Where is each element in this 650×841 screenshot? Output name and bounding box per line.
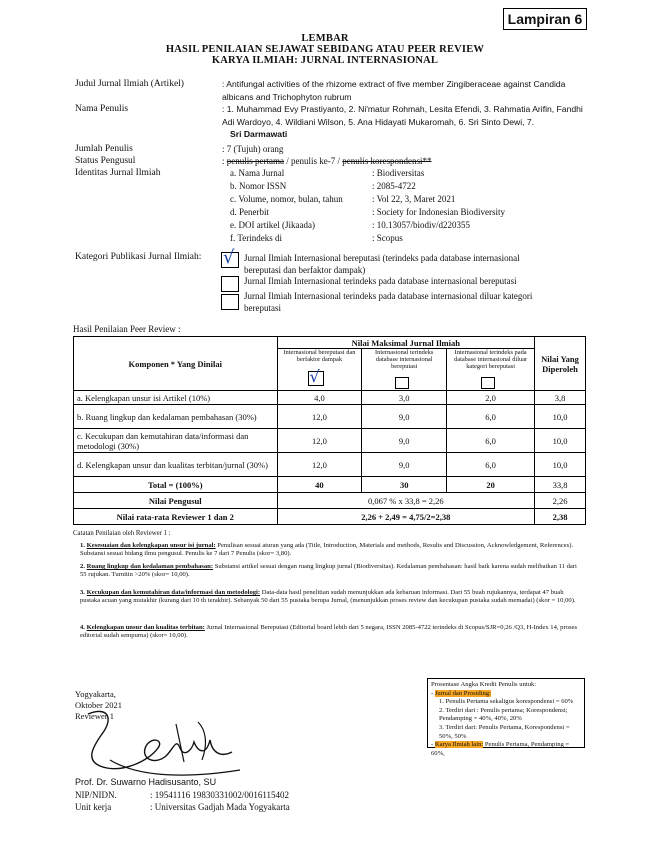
table-row — [74, 391, 586, 405]
note-3-text: Data-data hasil penelitian sudah menunjukkan ada kebaruan informasi. Dari 55 buah rujukannya, terdapat 47 buah pustaka acuan yang mutakhir (kurang dari 10 th terakhir). Sebanyak 50 dari 55 pustaka berupa Jurnal, (menunjukkan proses review dan kecukupan pustaka sudah memadai) (skor = 10,00). — [80, 589, 576, 605]
doc-title-hasil: HASIL PENILAIAN SEJAWAT SEBIDANG ATAU PEER REVIEW — [165, 44, 485, 55]
note-3-heading: Kecukupan dan kemutahiran data/informasi dan metodologi: — [86, 589, 261, 596]
identitas-item-c-value: : Vol 22, 3, Maret 2021 — [372, 194, 456, 204]
signature-image — [80, 700, 250, 780]
note-item-1 — [80, 542, 585, 559]
kategori-option-3: Jurnal Ilmiah Internasional terindeks pada database internasional diluar kategori bereputasi — [244, 291, 533, 313]
status-struck-korespondensi: penulis korespondensi** — [342, 156, 432, 166]
identitas-label: Identitas Jurnal Ilmiah — [75, 168, 161, 178]
status-struck-first: penulis pertama — [226, 156, 284, 166]
row-b-c1: 12,0 — [277, 405, 362, 429]
judul-label: Judul Jurnal Ilmiah (Artikel) — [75, 79, 184, 89]
total-c2: 30 — [362, 477, 447, 493]
jumlah-value: : 7 (Tujuh) orang — [222, 144, 284, 154]
header-col-3-text: Internasional terindeks pada database internasional diluar kategori bereputasi — [454, 349, 528, 371]
kredit-line-2: 2. Terdiri dari : Penulis pertama; Korespondensi; Pendamping = 40%, 40%, 20% — [439, 706, 568, 723]
note-1-number: 1. — [80, 542, 85, 549]
note-2-number: 2. — [80, 563, 85, 570]
doc-title-lembar: LEMBAR — [301, 33, 349, 44]
total-nilai: 33,8 — [535, 477, 586, 493]
kategori-label: Kategori Publikasi Jurnal Ilmiah: — [75, 252, 202, 262]
row-a-c3: 2,0 — [447, 391, 535, 405]
kategori-option-1: Jurnal Ilmiah Internasional bereputasi (terindeks pada database internasional bereputasi dan berfaktor dampak) — [244, 253, 520, 275]
identitas-item-e-value: : 10.13057/biodiv/d220355 — [372, 220, 471, 230]
penulis-value: : 1. Muhammad Evy Prastiyanto, 2. Ni'matur Rohmah, Lesita Efendi, 3. Rahmatia Arifin, Fandhi Adi Wardoyo, 4. Wildiani Wilson, 5. Ana Hidayati Mukaromah, 6. Sri Sinto Dewi, 7. — [222, 104, 583, 127]
note-3-number: 3. — [80, 589, 85, 596]
row-a-c2: 3,0 — [362, 391, 447, 405]
kredit-box: Prosentase Angka Kredit Penulis untuk: - Jurnal dan Prosiding: 1. Penulis Pertama sekaligus korespondensi = 60% 2. Terdiri dari : Penulis pertama; Korespondensi; Pendamping = 40%, 40%, 20% 3. Terdiri dari: Penulis Pertama, Korespondensi = 50%, 50% - Karya Ilmiah lain: Penulis Pertama, Pendamping = 60%, — [427, 678, 585, 748]
row-a-c1: 4,0 — [277, 391, 362, 405]
rata-calc: 2,26 + 2,49 = 4,75/2=2,38 — [277, 509, 535, 525]
identitas-item-d-key: d. Penerbit — [230, 207, 269, 217]
kredit-title: Prosentase Angka Kredit Penulis untuk: — [431, 681, 537, 688]
identitas-item-b-key: b. Nomor ISSN — [230, 181, 287, 191]
note-4-text: Jurnal Internasional Bereputasi (Editorial board lebih dari 5 negara, ISSN 2085-4722 terindeks di Scopus/SJR=0,26 /Q3, H-Index 14, proses editorial sudah sempurna) (skor= 10,00). — [80, 624, 578, 640]
col2-checkbox[interactable] — [395, 377, 409, 389]
note-item-3 — [80, 589, 585, 606]
note-item-2 — [80, 563, 585, 580]
status-value: : penulis pertama / penulis ke-7 / penulis korespondensi** — [222, 156, 432, 166]
penulis-value-2: Sri Darmawati — [230, 129, 288, 139]
row-c-komponen: c. Kecukupan dan kemutahiran data/informasi dan metodologi (30%) — [74, 429, 278, 453]
kategori-option-2: Jurnal Ilmiah Internasional terindeks pada database internasional bereputasi — [244, 276, 517, 286]
total-c1: 40 — [277, 477, 362, 493]
kategori-checkbox-1[interactable] — [221, 247, 239, 268]
penulis-label: Nama Penulis — [75, 104, 129, 114]
doc-title-karya: KARYA ILMIAH: JURNAL INTERNASIONAL — [211, 55, 439, 66]
row-d-nilai: 10,0 — [535, 453, 586, 477]
check-mark-icon: √ — [309, 367, 320, 386]
row-c-nilai: 10,0 — [535, 429, 586, 453]
total-c3: 20 — [447, 477, 535, 493]
row-d-komponen: d. Kelengkapan unsur dan kualitas terbitan/jurnal (30%) — [74, 453, 278, 477]
row-d-c2: 9,0 — [362, 453, 447, 477]
pengusul-calc: 0,067 % x 33,8 = 2,26 — [277, 493, 535, 509]
table-row-total — [74, 477, 586, 493]
table-row — [74, 429, 586, 453]
identitas-item-a-key: a. Nama Jurnal — [230, 168, 285, 178]
jumlah-label: Jumlah Penulis — [75, 144, 133, 154]
reviewer-name: Prof. Dr. Suwarno Hadisusanto, SU — [75, 777, 217, 787]
kredit-karya-text: Penulis Pertama, Pendamping = 60%, — [431, 741, 570, 757]
kredit-line-1: 1. Penulis Pertama sekaligus korespondensi = 60% — [439, 698, 574, 706]
status-label: Status Pengusul — [75, 156, 136, 166]
table-row-pengusul — [74, 493, 586, 509]
check-mark-icon: √ — [223, 247, 235, 268]
unit-label: Unit kerja — [75, 802, 112, 812]
lampiran-label: Lampiran 6 — [503, 8, 587, 30]
rata-label: Nilai rata-rata Reviewer 1 dan 2 — [74, 509, 278, 525]
identitas-item-e-key: e. DOI artikel (Jikaada) — [230, 220, 315, 230]
header-komponen: Komponen * Yang Dinilai — [74, 337, 278, 391]
row-b-c3: 6,0 — [447, 405, 535, 429]
kategori-checkbox-2[interactable] — [221, 276, 239, 292]
note-2-text: Substansi artikel sesuai dengan ruang lingkup jurnal (Biodiversitas). Kedalaman pembahasan: hasil baik karena sudah melibatkan 11 dari 55 rujukan. Turnitin >20% (skor= 10,00). — [80, 563, 577, 579]
rata-nilai: 2,38 — [535, 509, 586, 525]
pengusul-nilai: 2,26 — [535, 493, 586, 509]
header-col-2 — [362, 349, 447, 391]
status-mid: / penulis ke-7 / — [284, 156, 343, 166]
pengusul-label: Nilai Pengusul — [74, 493, 278, 509]
kategori-checkbox-3[interactable] — [221, 294, 239, 310]
row-c-c3: 6,0 — [447, 429, 535, 453]
sign-city: Yogyakarta, — [75, 689, 116, 699]
kredit-karya-label: Karya Ilmiah lain: — [434, 741, 484, 749]
nip-value: : 19541116 19830331002/0016115402 — [150, 790, 289, 800]
note-2-heading: Ruang lingkup dan kedalaman pembahasan: — [86, 563, 214, 570]
row-d-c1: 12,0 — [277, 453, 362, 477]
note-item-4 — [80, 624, 585, 641]
sign-role: Reviewer 1 — [75, 711, 114, 721]
note-1-heading: Kesesuaian dan kelengkapan unsur isi jurnal: — [86, 542, 216, 549]
header-nilai-diperoleh: Nilai Yang Diperoleh — [535, 337, 586, 391]
header-col-1 — [277, 349, 362, 391]
table-row-rata — [74, 509, 586, 525]
row-d-c3: 6,0 — [447, 453, 535, 477]
row-b-komponen: b. Ruang lingkup dan kedalaman pembahasan (30%) — [74, 405, 278, 429]
note-4-heading: Kelengkapan unsur dan kualitas terbitan: — [86, 624, 205, 631]
kredit-line-3: 3. Terdiri dari: Penulis Pertama, Korespondensi = 50%, 50% — [439, 723, 570, 740]
col1-checkbox[interactable] — [308, 367, 324, 386]
identitas-item-a-value: : Biodiversitas — [372, 168, 425, 178]
identitas-item-f-key: f. Terindeks di — [230, 233, 282, 243]
header-col-2-text: Internasional terindeks database internasional bereputasi — [375, 349, 434, 371]
unit-value: : Universitas Gadjah Mada Yogyakarta — [150, 802, 290, 812]
identitas-item-f-value: : Scopus — [372, 233, 403, 243]
row-b-c2: 9,0 — [362, 405, 447, 429]
note-4-number: 4. — [80, 624, 85, 631]
row-c-c1: 12,0 — [277, 429, 362, 453]
table-row — [74, 453, 586, 477]
identitas-item-c-key: c. Volume, nomor, bulan, tahun — [230, 194, 343, 204]
col3-checkbox[interactable] — [481, 377, 495, 389]
judul-value: : Antifungal activities of the rhizome extract of five member Zingiberaceae against Candida albicans and Trichophyton rubrum — [222, 79, 566, 102]
row-a-nilai: 3,8 — [535, 391, 586, 405]
sign-date: Oktober 2021 — [75, 700, 122, 710]
identitas-item-d-value: : Society for Indonesian Biodiversity — [372, 207, 505, 217]
note-1-text: Penulisan sesuai aturan yang ada (Title, Introduction, Materials and methods, Results and Discussion, Acknowledgement, References). Substansi sesuai bidang ilmu pengusul. Penulis ke 7 dari 7 Penulis (skor= 3,80). — [80, 542, 574, 558]
table-caption: Hasil Penilaian Peer Review : — [73, 324, 181, 334]
row-a-komponen: a. Kelengkapan unsur isi Artikel (10%) — [74, 391, 278, 405]
header-nilai-maksimal: Nilai Maksimal Jurnal Ilmiah — [277, 337, 535, 349]
identitas-item-b-value: : 2085-4722 — [372, 181, 416, 191]
table-row — [74, 405, 586, 429]
header-col-1-text: Internasional bereputasi dan berfaktor dampak — [283, 349, 356, 364]
score-table — [73, 336, 586, 525]
kredit-jurnal-label: Jurnal dan Prosiding: — [434, 689, 491, 697]
header-col-3 — [447, 349, 535, 391]
row-c-c2: 9,0 — [362, 429, 447, 453]
total-label: Total = (100%) — [74, 477, 278, 493]
row-b-nilai: 10,0 — [535, 405, 586, 429]
nip-label: NIP/NIDN. — [75, 790, 117, 800]
notes-title: Catatan Penilaian oleh Reviewer 1 : — [73, 530, 171, 537]
